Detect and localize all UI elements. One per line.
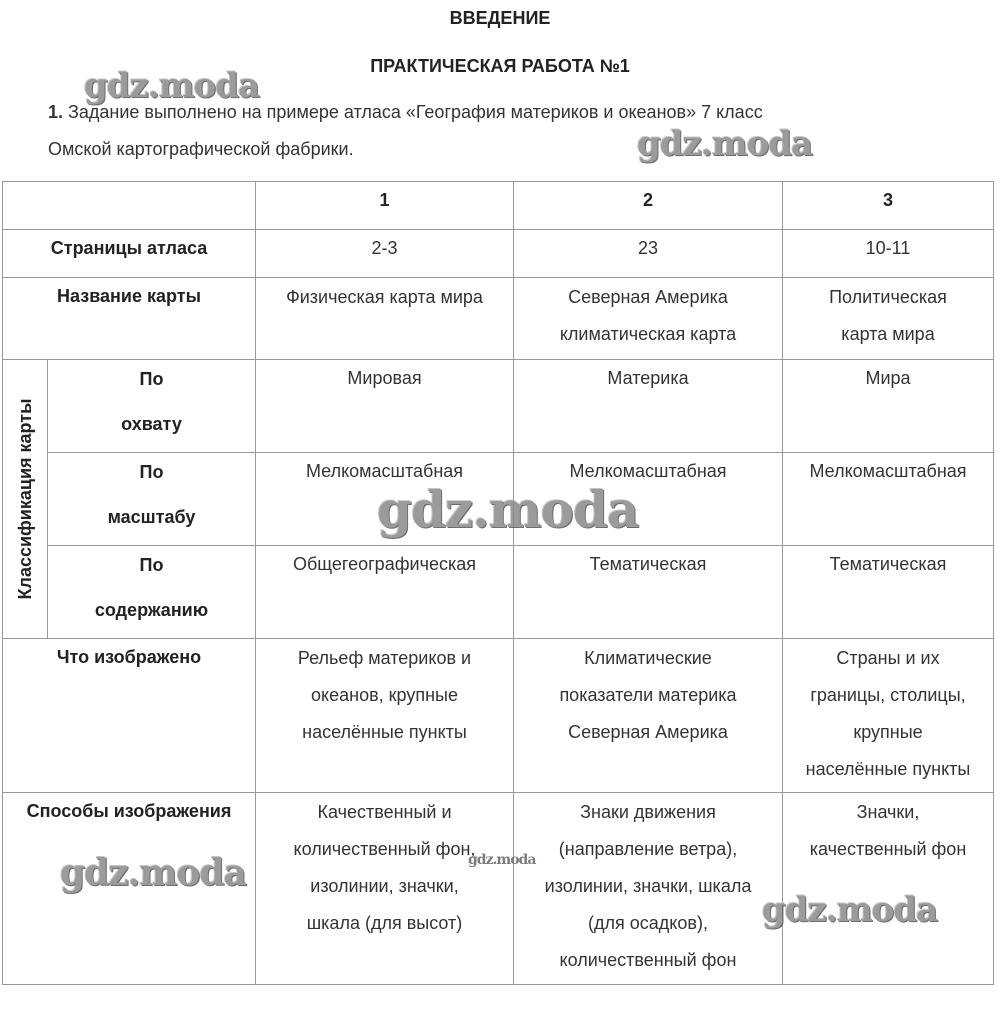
cell-line: Климатические: [584, 648, 712, 668]
cell-line: изолинии, значки, шкала: [544, 876, 752, 896]
cell-line: Рельеф материков и: [297, 648, 472, 668]
table-row-coverage: [3, 360, 994, 453]
cell-line: (направление ветра),: [558, 839, 738, 859]
depicted-cell-3: [783, 639, 994, 793]
table-row-map-name: [3, 278, 994, 360]
row-label-map-name: Название карты: [3, 278, 256, 360]
cell-line: Качественный и: [317, 802, 452, 822]
watermark-logo: gdz.moda: [468, 852, 536, 868]
scale-cell-3: Мелкомасштабная: [783, 453, 994, 546]
content-cell-2: Тематическая: [514, 546, 783, 639]
intro-text-1: Задание выполнено на примере атласа «География материков и океанов» 7 класс: [68, 102, 763, 122]
content-cell-1: Общегеографическая: [256, 546, 514, 639]
cell-line: населённые пункты: [805, 759, 971, 779]
row-label-scale: [48, 453, 256, 546]
cell-line: населённые пункты: [302, 722, 467, 742]
cell-line: количественный фон,: [293, 839, 476, 859]
table-row-pages: [3, 230, 994, 278]
row-label-coverage: [48, 360, 256, 453]
cell-line: крупные: [853, 722, 923, 742]
watermark-logo: gdz.moda: [637, 124, 813, 164]
classification-label-cell: [3, 360, 48, 639]
methods-cell-3: [783, 793, 994, 985]
coverage-cell-1: Мировая: [256, 360, 514, 453]
cell-line: океанов, крупные: [311, 685, 458, 705]
map-name-cell-2: [514, 278, 783, 360]
cell-line: По: [139, 462, 164, 482]
classification-label: Классификация карты: [15, 398, 35, 600]
row-label-methods: Способы изображения: [3, 793, 256, 985]
map-name-cell-3: [783, 278, 994, 360]
table-header-row: [3, 182, 994, 230]
cell-line: Физическая карта мира: [286, 287, 483, 307]
row-label-depicted: Что изображено: [3, 639, 256, 793]
watermark-logo: gdz.moda: [60, 852, 246, 894]
pages-cell-1: 2-3: [256, 230, 514, 278]
column-header-3: 3: [783, 182, 994, 230]
intro-number: 1.: [48, 102, 64, 122]
cell-line: границы, столицы,: [810, 685, 966, 705]
methods-cell-1: [256, 793, 514, 985]
map-name-cell-1: [256, 278, 514, 360]
depicted-cell-2: [514, 639, 783, 793]
table-row-depicted: [3, 639, 994, 793]
methods-cell-2: [514, 793, 783, 985]
cell-line: шкала (для высот): [306, 913, 463, 933]
watermark-logo: gdz.moda: [377, 480, 639, 539]
cell-line: изолинии, значки,: [310, 876, 459, 896]
cell-line: Северная Америка: [568, 722, 728, 742]
cell-line: количественный фон: [559, 950, 737, 970]
cell-line: По: [139, 555, 164, 575]
cell-line: Северная Америка: [568, 287, 728, 307]
scale-cell-2: Мелкомасштабная: [514, 453, 783, 546]
cell-line: Политическая: [829, 287, 947, 307]
header-empty-cell: [3, 182, 256, 230]
coverage-cell-3: Мира: [783, 360, 994, 453]
table-row-content: [3, 546, 994, 639]
cell-line: карта мира: [841, 324, 935, 344]
cell-line: масштабу: [107, 507, 196, 527]
cell-line: качественный фон: [809, 839, 967, 859]
page-title: ВВЕДЕНИЕ: [449, 8, 551, 28]
pages-cell-2: 23: [514, 230, 783, 278]
intro-line-2: Омской картографической фабрики.: [48, 139, 354, 159]
cell-line: климатическая карта: [559, 324, 737, 344]
cell-line: По: [139, 369, 164, 389]
cell-line: охвату: [121, 414, 182, 434]
cell-line: содержанию: [94, 600, 209, 620]
row-label-pages: Страницы атласа: [3, 230, 256, 278]
cell-line: показатели материка: [559, 685, 737, 705]
cell-line: Значки,: [856, 802, 920, 822]
scale-cell-1: Мелкомасштабная: [256, 453, 514, 546]
row-label-content: [48, 546, 256, 639]
watermark-logo: gdz.moda: [762, 890, 938, 930]
coverage-cell-2: Материка: [514, 360, 783, 453]
depicted-cell-1: [256, 639, 514, 793]
cell-line: Знаки движения: [580, 802, 716, 822]
page-subtitle: ПРАКТИЧЕСКАЯ РАБОТА №1: [370, 56, 630, 76]
cell-line: Страны и их: [836, 648, 940, 668]
content-cell-3: Тематическая: [783, 546, 994, 639]
column-header-1: 1: [256, 182, 514, 230]
cell-line: (для осадков),: [588, 913, 708, 933]
watermark-logo: gdz.moda: [84, 66, 260, 106]
column-header-2: 2: [514, 182, 783, 230]
pages-cell-3: 10-11: [783, 230, 994, 278]
